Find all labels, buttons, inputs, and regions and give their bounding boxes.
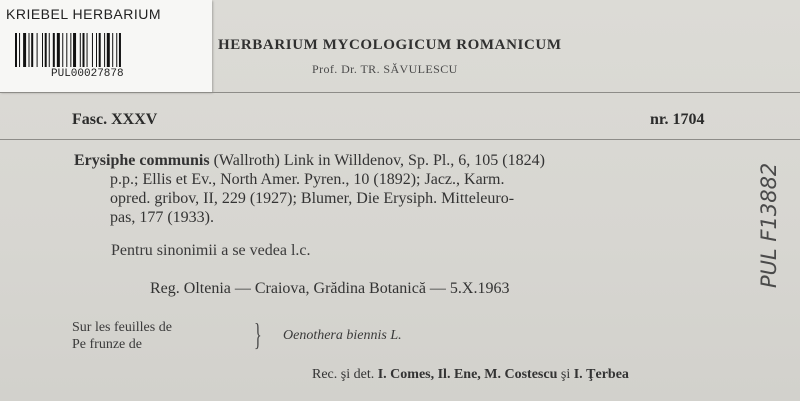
barcode-bar (49, 33, 50, 67)
barcode-bar (104, 33, 105, 67)
barcode-bar (73, 33, 76, 67)
collection-title: HERBARIUM MYCOLOGICUM ROMANICUM (218, 37, 562, 53)
citation-line-2: p.p.; Ellis et Ev., North Amer. Pyren., 10 (1892); Jacz., Karm. (110, 171, 505, 188)
collectors-conj: şi (560, 367, 571, 382)
host-plant (283, 328, 402, 344)
barcode-bar (80, 33, 81, 67)
divider-fascicle (0, 139, 800, 140)
barcode-bar (19, 33, 20, 67)
citation-line-1 (74, 151, 720, 170)
specimen-number: nr. 1704 (650, 111, 705, 128)
habitat-ro: Pe frunze de (72, 337, 142, 352)
citation-authority: (Wallroth) Link in Willdenov, Sp. Pl., 6, 105 (1824) (209, 152, 545, 169)
barcode (15, 33, 165, 67)
collectors-names: I. Comes, Il. Ene, M. Costescu (377, 367, 558, 382)
fascicle-label: Fasc. XXXV (72, 111, 158, 128)
barcode-bar (119, 33, 121, 67)
barcode-label (0, 0, 212, 92)
barcode-bar (83, 33, 85, 67)
barcode-bar (107, 33, 110, 67)
barcode-bar (87, 33, 88, 67)
barcode-bar (96, 33, 97, 67)
barcode-number: PUL00027878 (51, 68, 124, 80)
habitat-labels (72, 319, 172, 353)
citation-line-4: pas, 177 (1933). (110, 209, 214, 226)
handwritten-accession-stamp (750, 150, 788, 290)
barcode-bar (53, 33, 55, 67)
barcode-bar (31, 33, 33, 67)
barcode-bar (45, 33, 47, 67)
taxon-citation (74, 151, 720, 227)
barcode-bar (15, 33, 17, 67)
divider-top (0, 92, 800, 93)
barcode-bar (112, 33, 113, 67)
barcode-bar (57, 33, 60, 67)
barcode-bar (37, 33, 38, 67)
locality: Reg. Oltenia — Craiova, Grădina Botanică — 5.X.1963 (150, 280, 510, 297)
taxon-name: Erysiphe communis (74, 152, 210, 169)
barcode-bar (23, 33, 26, 67)
collectors-prefix: Rec. şi det. (312, 367, 375, 382)
barcode-bar (29, 33, 30, 67)
brace-icon: } (254, 316, 262, 352)
barcode-bar (99, 33, 101, 67)
barcode-bar (92, 33, 93, 67)
barcode-bar (42, 33, 43, 67)
collection-editor: Prof. Dr. TR. SĂVULESCU (312, 62, 458, 76)
barcode-bar (66, 33, 67, 67)
habitat-fr: Sur les feuilles de (72, 320, 172, 335)
collectors-last: I. Ţerbea (573, 367, 629, 382)
handwritten-accession-text: PUL F13882 (757, 162, 781, 288)
barcode-bar (70, 33, 71, 67)
herbarium-name: KRIEBEL HERBARIUM (6, 6, 162, 22)
barcode-bar (116, 33, 117, 67)
barcode-bar (62, 33, 63, 67)
collectors (312, 367, 629, 383)
citation-line-3: opred. gribov, II, 229 (1927); Blumer, Die Erysiph. Mitteleuro- (110, 190, 515, 207)
host-name: Oenothera biennis L. (283, 328, 402, 343)
synonymy-note: Pentru sinonimii a se vedea l.c. (111, 242, 311, 259)
